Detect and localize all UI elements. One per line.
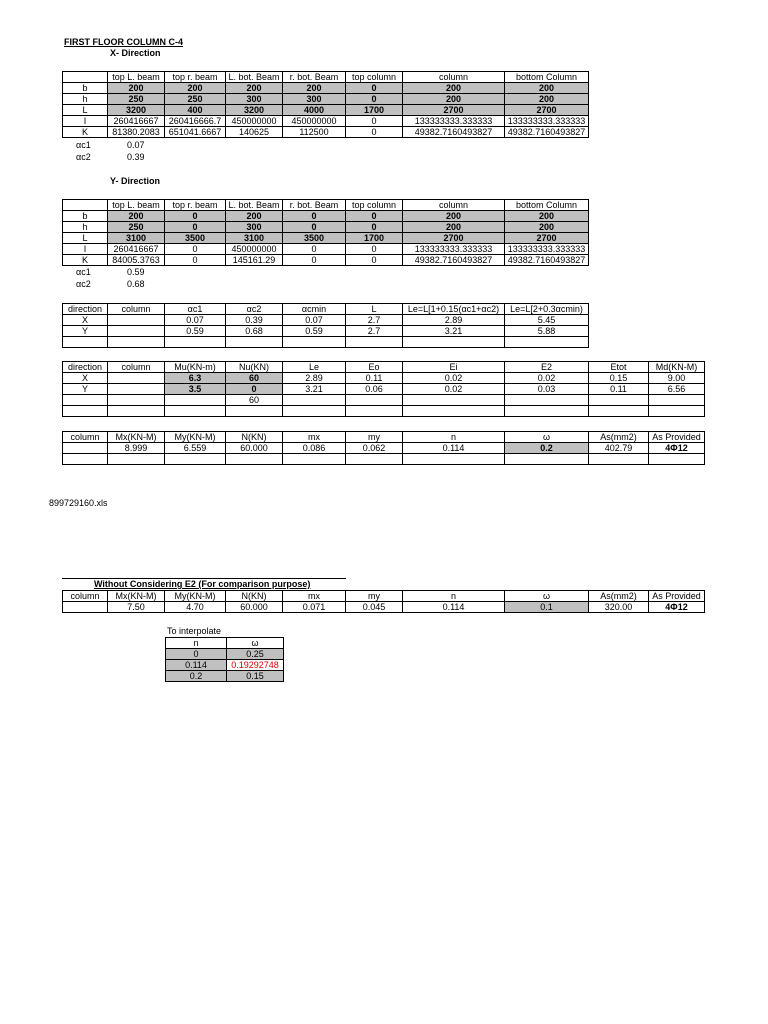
cell[interactable]: 300: [226, 222, 283, 233]
cell[interactable]: 0.114: [403, 443, 505, 454]
row-label[interactable]: b: [63, 211, 108, 222]
header-cell[interactable]: top L. beam: [108, 200, 165, 211]
cell[interactable]: 145161.29: [226, 255, 283, 266]
cell[interactable]: [63, 454, 108, 465]
cell[interactable]: 200: [403, 222, 505, 233]
header-cell[interactable]: Eo: [346, 362, 403, 373]
table-row: [63, 233, 589, 244]
cell[interactable]: 250: [108, 94, 165, 105]
header-cell[interactable]: bottom Column: [505, 200, 589, 211]
cell[interactable]: 320.00: [589, 602, 649, 613]
cell[interactable]: 260416667: [108, 116, 165, 127]
header-cell[interactable]: n: [166, 638, 227, 649]
cell[interactable]: 0.03: [505, 384, 589, 395]
header-cell[interactable]: bottom Column: [505, 72, 589, 83]
alpha-c2-value: 0.39: [127, 152, 145, 162]
header-cell[interactable]: r. bot. Beam: [283, 72, 346, 83]
table-row: [63, 337, 589, 348]
cell[interactable]: [403, 337, 505, 348]
effective-length-table: [62, 303, 589, 348]
header-cell[interactable]: ω: [505, 591, 589, 602]
header-cell[interactable]: Mu(KN-m): [165, 362, 226, 373]
table-row: [63, 395, 705, 406]
cell[interactable]: 0.06: [346, 384, 403, 395]
cell[interactable]: 0.15: [227, 671, 284, 682]
cell[interactable]: 4000: [283, 105, 346, 116]
cell[interactable]: 0.02: [403, 373, 505, 384]
table-row: [63, 373, 705, 384]
cell[interactable]: [346, 454, 403, 465]
cell[interactable]: [226, 454, 283, 465]
cell[interactable]: 0: [165, 244, 226, 255]
cell[interactable]: 6.3: [165, 373, 226, 384]
cell[interactable]: 200: [226, 211, 283, 222]
header-cell[interactable]: αcmin: [283, 304, 346, 315]
header-cell[interactable]: As(mm2): [589, 432, 649, 443]
cell[interactable]: 5.45: [505, 315, 589, 326]
cell[interactable]: 133333333.333333: [403, 244, 505, 255]
header-cell[interactable]: Le: [283, 362, 346, 373]
cell[interactable]: 0.25: [227, 649, 284, 660]
cell[interactable]: [165, 406, 226, 417]
cell[interactable]: 0: [346, 222, 403, 233]
cell[interactable]: 200: [505, 94, 589, 105]
cell[interactable]: 0.071: [283, 602, 346, 613]
header-cell[interactable]: n: [403, 591, 505, 602]
cell[interactable]: 0: [346, 211, 403, 222]
cell[interactable]: [63, 406, 108, 417]
cell[interactable]: 3200: [226, 105, 283, 116]
table-row: [63, 211, 589, 222]
cell[interactable]: 0: [346, 255, 403, 266]
alpha-c1-label: αc1: [76, 267, 91, 277]
cell[interactable]: [283, 337, 346, 348]
cell[interactable]: 3100: [226, 233, 283, 244]
cell[interactable]: 200: [226, 83, 283, 94]
cell[interactable]: [403, 454, 505, 465]
cell[interactable]: 1700: [346, 233, 403, 244]
header-cell[interactable]: column: [63, 432, 108, 443]
cell[interactable]: 6.559: [165, 443, 226, 454]
cell[interactable]: 300: [226, 94, 283, 105]
cell[interactable]: 0.59: [283, 326, 346, 337]
cell[interactable]: 0.062: [346, 443, 403, 454]
alpha-c2-label: αc2: [76, 152, 91, 162]
header-cell[interactable]: top L. beam: [108, 72, 165, 83]
header-cell[interactable]: top r. beam: [165, 200, 226, 211]
header-cell[interactable]: [63, 200, 108, 211]
cell[interactable]: [346, 337, 403, 348]
moments-table: [62, 361, 705, 417]
cell[interactable]: 5.88: [505, 326, 589, 337]
cell[interactable]: 250: [165, 94, 226, 105]
cell[interactable]: 60: [226, 395, 283, 406]
header-cell[interactable]: [63, 72, 108, 83]
cell[interactable]: 200: [403, 94, 505, 105]
cell[interactable]: 400: [165, 105, 226, 116]
alpha-c1-value: 0.59: [127, 267, 145, 277]
table-header-row: [63, 72, 589, 83]
cell[interactable]: 0.68: [226, 326, 283, 337]
cell[interactable]: [108, 395, 165, 406]
cell[interactable]: 60.000: [226, 602, 283, 613]
cell[interactable]: [63, 337, 108, 348]
table-row: [63, 326, 589, 337]
cell[interactable]: [226, 406, 283, 417]
header-cell[interactable]: Mx(KN-M): [108, 432, 165, 443]
row-label[interactable]: K: [63, 255, 108, 266]
cell[interactable]: 200: [505, 222, 589, 233]
alpha-c2-value: 0.68: [127, 279, 145, 289]
table-row: [63, 94, 589, 105]
cell[interactable]: [108, 454, 165, 465]
cell[interactable]: [589, 406, 649, 417]
omega-cell[interactable]: 0.1: [505, 602, 589, 613]
cell[interactable]: [63, 602, 108, 613]
cell[interactable]: 0.02: [403, 384, 505, 395]
as-provided-cell[interactable]: 4Φ12: [649, 602, 705, 613]
cell[interactable]: 6.56: [649, 384, 705, 395]
cell[interactable]: [108, 373, 165, 384]
cell[interactable]: 0.114: [403, 602, 505, 613]
cell[interactable]: 2.7: [346, 315, 403, 326]
cell[interactable]: 0: [346, 244, 403, 255]
cell[interactable]: 200: [403, 211, 505, 222]
y-direction-table: [62, 199, 589, 266]
cell[interactable]: 450000000: [283, 116, 346, 127]
table-row: [63, 116, 589, 127]
x-direction-table: [62, 71, 589, 138]
cell[interactable]: [649, 395, 705, 406]
row-label[interactable]: I: [63, 116, 108, 127]
cell[interactable]: [649, 406, 705, 417]
cell[interactable]: [283, 395, 346, 406]
cell[interactable]: Y: [63, 326, 108, 337]
header-cell[interactable]: Le=L[2+0.3αcmin): [505, 304, 589, 315]
header-cell[interactable]: mx: [283, 432, 346, 443]
cell[interactable]: 200: [505, 83, 589, 94]
cell[interactable]: 49382.7160493827: [505, 255, 589, 266]
cell[interactable]: 3500: [165, 233, 226, 244]
cell[interactable]: [403, 406, 505, 417]
header-cell[interactable]: column: [108, 362, 165, 373]
header-cell[interactable]: column: [403, 72, 505, 83]
cell[interactable]: [108, 337, 165, 348]
header-cell[interactable]: As(mm2): [589, 591, 649, 602]
cell[interactable]: 0: [283, 211, 346, 222]
header-cell[interactable]: Etot: [589, 362, 649, 373]
cell[interactable]: 0: [346, 83, 403, 94]
cell[interactable]: [505, 395, 589, 406]
cell[interactable]: [505, 406, 589, 417]
file-name: 899729160.xls: [49, 498, 108, 508]
header-cell[interactable]: n: [403, 432, 505, 443]
cell[interactable]: 0.086: [283, 443, 346, 454]
header-cell[interactable]: top r. beam: [165, 72, 226, 83]
cell[interactable]: [346, 406, 403, 417]
cell[interactable]: 0: [346, 127, 403, 138]
row-label[interactable]: h: [63, 222, 108, 233]
cell[interactable]: 133333333.333333: [505, 116, 589, 127]
cell[interactable]: 0.045: [346, 602, 403, 613]
header-cell[interactable]: N(KN): [226, 432, 283, 443]
header-cell[interactable]: column: [108, 304, 165, 315]
cell[interactable]: 0: [165, 255, 226, 266]
cell[interactable]: 200: [283, 83, 346, 94]
alpha-c1-label: αc1: [76, 140, 91, 150]
cell[interactable]: 300: [283, 94, 346, 105]
cell[interactable]: 0.59: [165, 326, 226, 337]
cell[interactable]: 0.15: [589, 373, 649, 384]
cell[interactable]: 200: [108, 211, 165, 222]
table-header-row: [63, 200, 589, 211]
table-header-row: [63, 362, 705, 373]
header-cell[interactable]: My(KN-M): [165, 591, 226, 602]
header-cell[interactable]: ω: [505, 432, 589, 443]
cell[interactable]: [108, 384, 165, 395]
cell[interactable]: 200: [505, 211, 589, 222]
table-header-row: [166, 638, 284, 649]
cell[interactable]: 0.07: [283, 315, 346, 326]
cell[interactable]: [505, 337, 589, 348]
row-label[interactable]: L: [63, 233, 108, 244]
cell[interactable]: 2.89: [403, 315, 505, 326]
cell[interactable]: [165, 454, 226, 465]
cell[interactable]: 0.39: [226, 315, 283, 326]
omega-cell[interactable]: 0.2: [505, 443, 589, 454]
table-header-row: [63, 432, 705, 443]
cell[interactable]: 0.11: [346, 373, 403, 384]
header-cell[interactable]: Ei: [403, 362, 505, 373]
header-cell[interactable]: direction: [63, 304, 108, 315]
cell[interactable]: 0: [226, 384, 283, 395]
cell[interactable]: 0: [165, 222, 226, 233]
cell[interactable]: 7.50: [108, 602, 165, 613]
cell[interactable]: 260416667: [108, 244, 165, 255]
cell[interactable]: 4.70: [165, 602, 226, 613]
cell[interactable]: [165, 395, 226, 406]
cell[interactable]: 49382.7160493827: [403, 127, 505, 138]
cell[interactable]: 0.2: [166, 671, 227, 682]
table-row: [63, 127, 589, 138]
cell[interactable]: [108, 406, 165, 417]
header-cell[interactable]: my: [346, 591, 403, 602]
as-provided-cell[interactable]: 4Φ12: [649, 443, 705, 454]
cell[interactable]: 0: [346, 116, 403, 127]
header-cell[interactable]: N(KN): [226, 591, 283, 602]
cell[interactable]: 450000000: [226, 244, 283, 255]
cell[interactable]: [108, 326, 165, 337]
cell[interactable]: 0: [283, 244, 346, 255]
cell[interactable]: 200: [108, 83, 165, 94]
cell[interactable]: 1700: [346, 105, 403, 116]
cell[interactable]: 3.21: [283, 384, 346, 395]
interpolated-value[interactable]: 0.19292748: [227, 660, 284, 671]
alpha-c2-label: αc2: [76, 279, 91, 289]
comparison-table: [62, 590, 705, 613]
y-direction-heading: Y- Direction: [110, 176, 161, 186]
cell[interactable]: 260416666.7: [165, 116, 226, 127]
table-row: [63, 454, 705, 465]
cell[interactable]: [226, 337, 283, 348]
table-header-row: [63, 591, 705, 602]
cell[interactable]: 0.114: [166, 660, 227, 671]
cell[interactable]: 84005.3763: [108, 255, 165, 266]
cell[interactable]: 0.07: [165, 315, 226, 326]
row-label[interactable]: h: [63, 94, 108, 105]
header-cell[interactable]: αc1: [165, 304, 226, 315]
header-cell[interactable]: As Provided: [649, 591, 705, 602]
cell[interactable]: [283, 406, 346, 417]
cell[interactable]: 9.00: [649, 373, 705, 384]
cell[interactable]: 0.02: [505, 373, 589, 384]
cell[interactable]: 2700: [505, 105, 589, 116]
cell[interactable]: 200: [165, 83, 226, 94]
cell[interactable]: 2.7: [346, 326, 403, 337]
cell[interactable]: 60.000: [226, 443, 283, 454]
cell[interactable]: 450000000: [226, 116, 283, 127]
cell[interactable]: [505, 454, 589, 465]
table-row: [63, 443, 705, 454]
header-cell[interactable]: My(KN-M): [165, 432, 226, 443]
header-cell[interactable]: top column: [346, 200, 403, 211]
table-row: [63, 255, 589, 266]
cell[interactable]: 250: [108, 222, 165, 233]
cell[interactable]: 0: [283, 222, 346, 233]
header-cell[interactable]: L. bot. Beam: [226, 72, 283, 83]
header-cell[interactable]: L: [346, 304, 403, 315]
header-cell[interactable]: mx: [283, 591, 346, 602]
header-cell[interactable]: αc2: [226, 304, 283, 315]
cell[interactable]: 140625: [226, 127, 283, 138]
header-cell[interactable]: my: [346, 432, 403, 443]
cell[interactable]: 8.999: [108, 443, 165, 454]
x-direction-heading: X- Direction: [110, 48, 161, 58]
cell[interactable]: 0: [166, 649, 227, 660]
cell[interactable]: 200: [403, 83, 505, 94]
cell[interactable]: X: [63, 373, 108, 384]
table-row: [166, 671, 284, 682]
cell[interactable]: [63, 443, 108, 454]
header-cell[interactable]: L. bot. Beam: [226, 200, 283, 211]
cell[interactable]: [649, 454, 705, 465]
cell[interactable]: 60: [226, 373, 283, 384]
cell[interactable]: 3.21: [403, 326, 505, 337]
interpolate-heading: To interpolate: [167, 626, 222, 636]
row-label[interactable]: b: [63, 83, 108, 94]
table-row: [166, 649, 284, 660]
cell[interactable]: 3.5: [165, 384, 226, 395]
row-label[interactable]: L: [63, 105, 108, 116]
cell[interactable]: 49382.7160493827: [505, 127, 589, 138]
header-cell[interactable]: r. bot. Beam: [283, 200, 346, 211]
cell[interactable]: [589, 395, 649, 406]
table-row: [63, 222, 589, 233]
cell[interactable]: 112500: [283, 127, 346, 138]
cell[interactable]: [346, 395, 403, 406]
cell[interactable]: 3100: [108, 233, 165, 244]
table-row: [166, 660, 284, 671]
header-cell[interactable]: ω: [227, 638, 284, 649]
cell[interactable]: 81380.2083: [108, 127, 165, 138]
cell[interactable]: 49382.7160493827: [403, 255, 505, 266]
table-row: [63, 384, 705, 395]
cell[interactable]: 0: [346, 94, 403, 105]
table-row: [63, 83, 589, 94]
header-cell[interactable]: direction: [63, 362, 108, 373]
table-row: [63, 602, 705, 613]
cell[interactable]: [589, 454, 649, 465]
cell[interactable]: 402.79: [589, 443, 649, 454]
alpha-c1-value: 0.07: [127, 140, 145, 150]
page-title: FIRST FLOOR COLUMN C-4: [64, 37, 183, 47]
interpolate-table: [165, 637, 284, 682]
design-table: [62, 431, 705, 465]
cell[interactable]: 2700: [505, 233, 589, 244]
table-row: [63, 244, 589, 255]
cell[interactable]: Y: [63, 384, 108, 395]
cell[interactable]: [165, 337, 226, 348]
row-label[interactable]: I: [63, 244, 108, 255]
cell[interactable]: 2.89: [283, 373, 346, 384]
cell[interactable]: 3200: [108, 105, 165, 116]
header-cell[interactable]: column: [63, 591, 108, 602]
table-row: [63, 105, 589, 116]
header-cell[interactable]: column: [403, 200, 505, 211]
cell[interactable]: 133333333.333333: [403, 116, 505, 127]
cell[interactable]: [283, 454, 346, 465]
header-cell[interactable]: Mx(KN-M): [108, 591, 165, 602]
header-cell[interactable]: Md(KN-M): [649, 362, 705, 373]
row-label[interactable]: K: [63, 127, 108, 138]
cell[interactable]: 0: [165, 211, 226, 222]
header-cell[interactable]: Nu(KN): [226, 362, 283, 373]
cell[interactable]: 2700: [403, 105, 505, 116]
table-row: [63, 406, 705, 417]
header-cell[interactable]: Le=L[1+0.15(αc1+αc2): [403, 304, 505, 315]
cell[interactable]: 651041.6667: [165, 127, 226, 138]
table-row: [63, 315, 589, 326]
header-cell[interactable]: top column: [346, 72, 403, 83]
cell[interactable]: 133333333.333333: [505, 244, 589, 255]
header-cell[interactable]: E2: [505, 362, 589, 373]
header-cell[interactable]: As Provided: [649, 432, 705, 443]
cell[interactable]: 3500: [283, 233, 346, 244]
cell[interactable]: [63, 395, 108, 406]
cell[interactable]: 2700: [403, 233, 505, 244]
table-header-row: [63, 304, 589, 315]
cell[interactable]: X: [63, 315, 108, 326]
cell[interactable]: 0.11: [589, 384, 649, 395]
comparison-heading: Without Considering E2 (For comparison purpose): [94, 579, 311, 589]
cell[interactable]: [108, 315, 165, 326]
cell[interactable]: [403, 395, 505, 406]
cell[interactable]: 0: [283, 255, 346, 266]
